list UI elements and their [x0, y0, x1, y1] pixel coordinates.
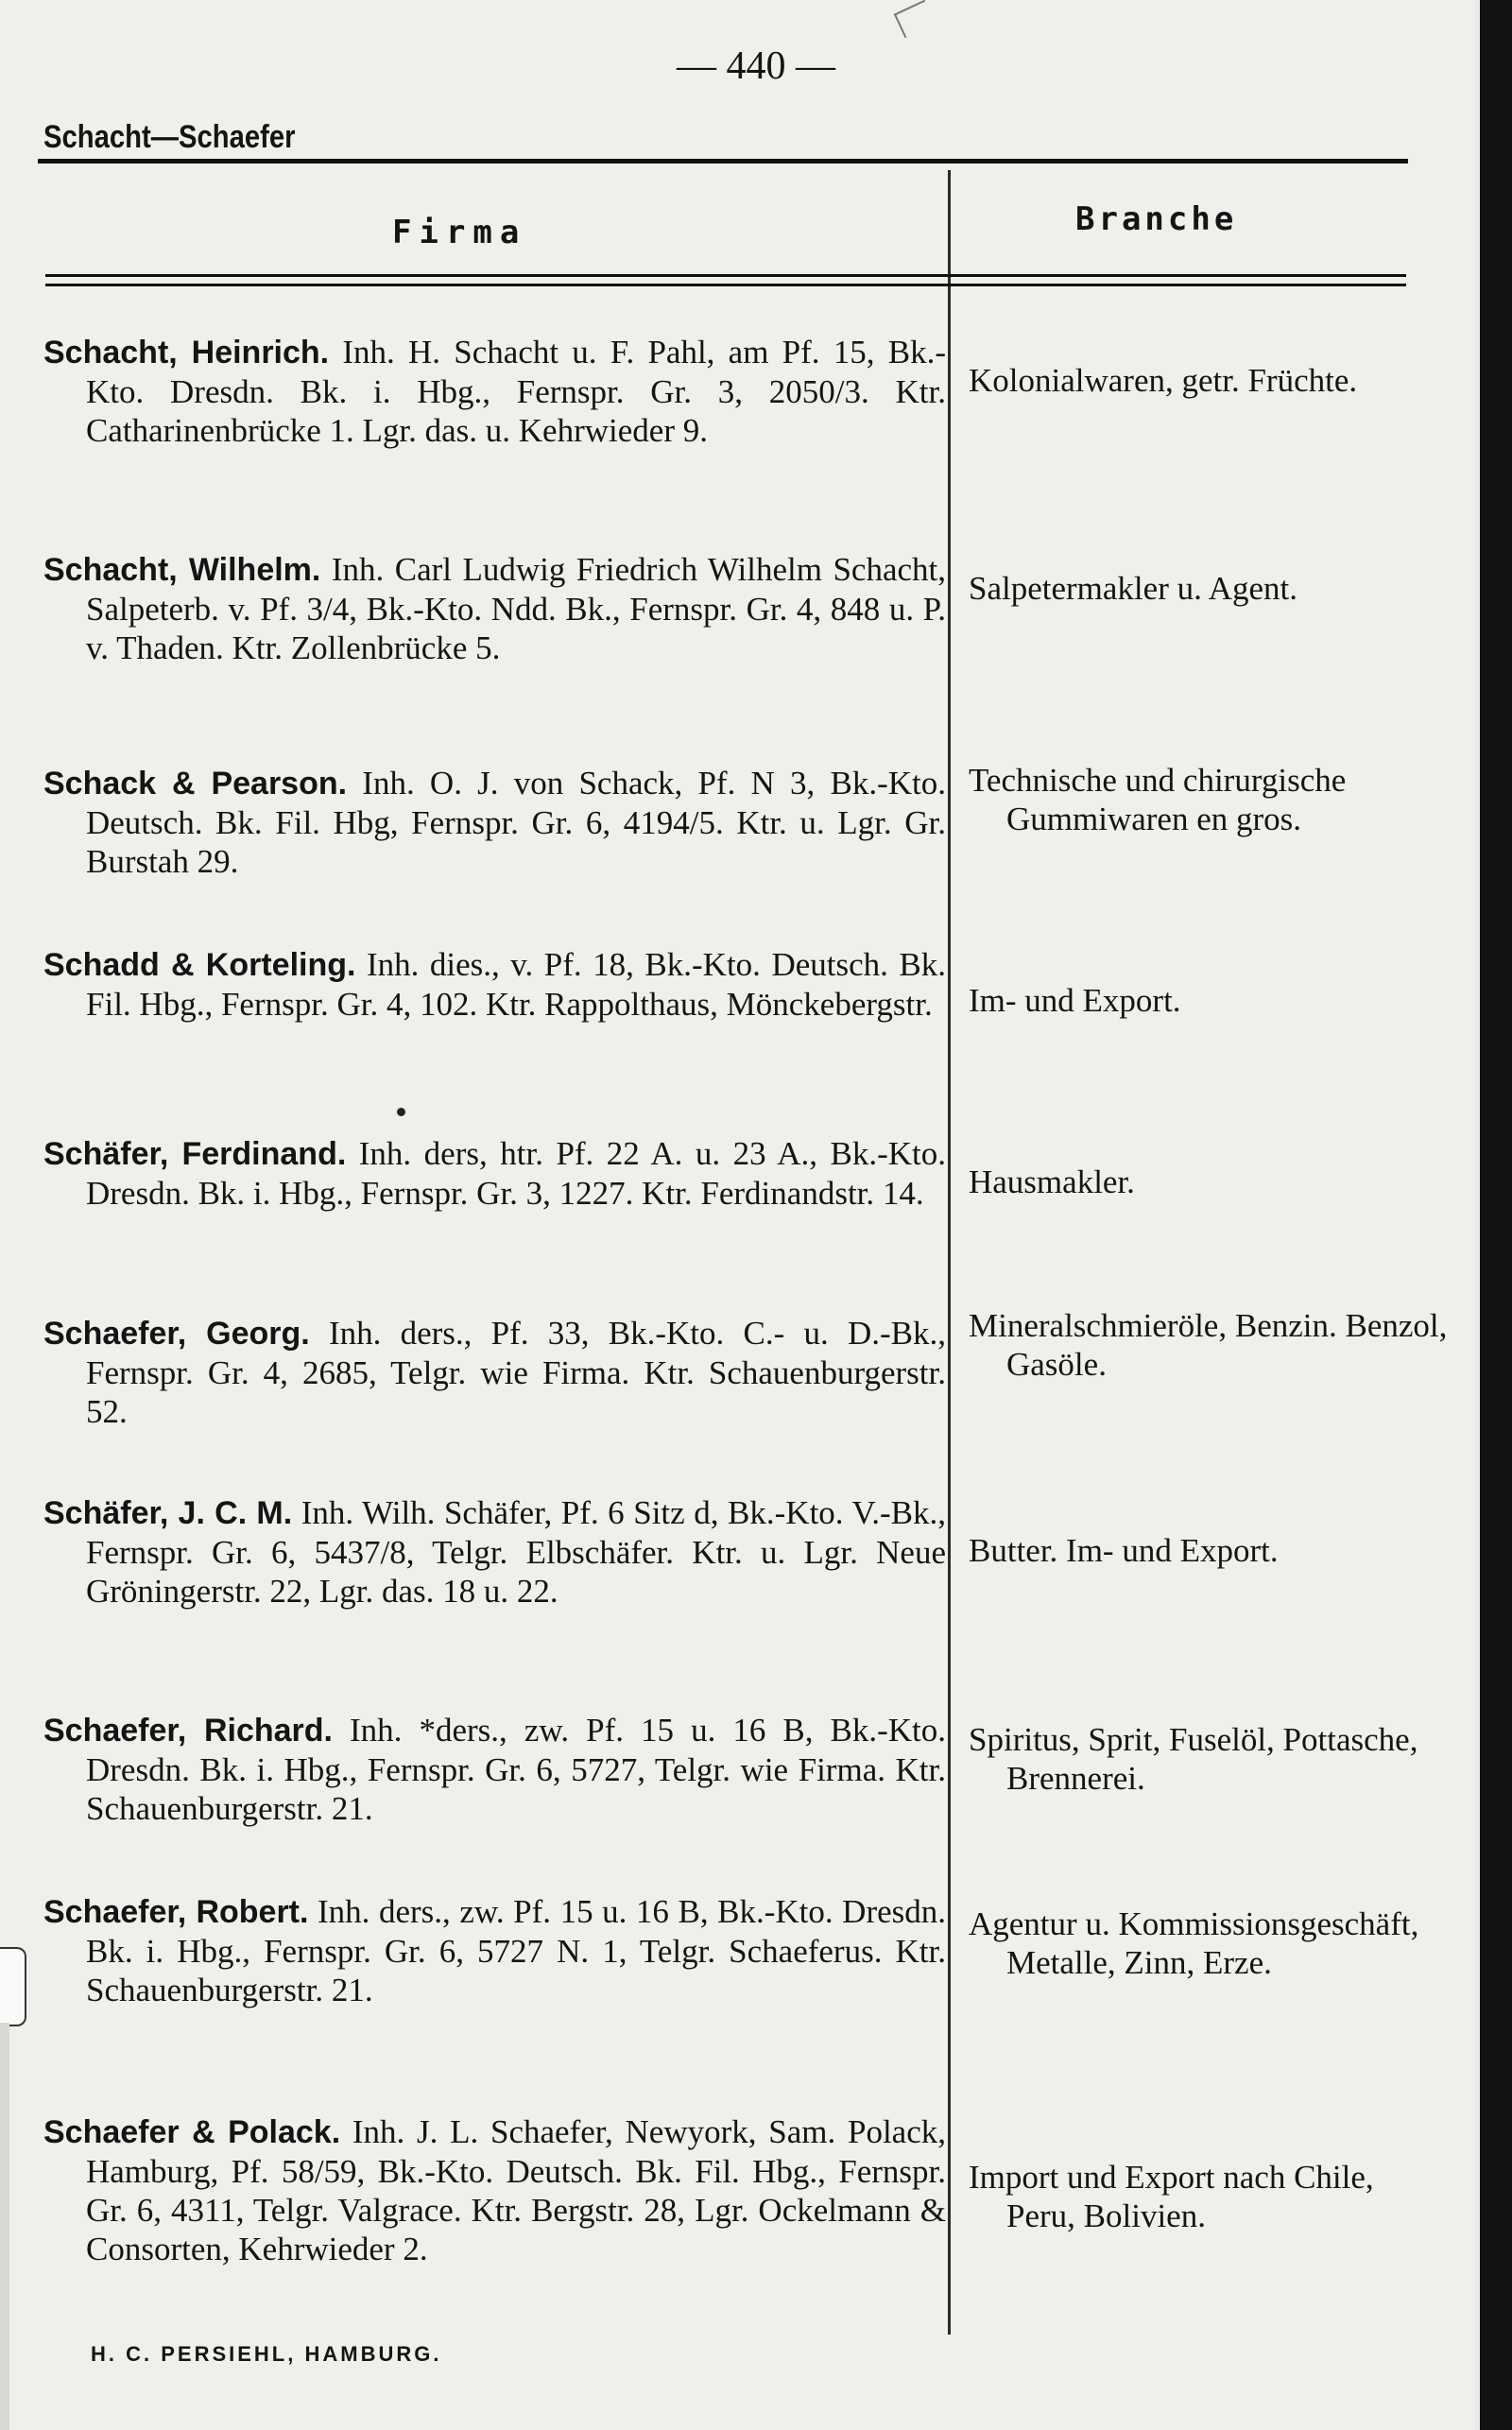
firm-name: Schäfer, Ferdinand.: [43, 1136, 347, 1172]
entry: [43, 2112, 946, 2268]
page-number: — 440 —: [677, 44, 835, 88]
entry: [43, 1493, 946, 1611]
entry: [43, 1134, 946, 1213]
firm-name: Schaefer & Polack.: [43, 2114, 341, 2150]
entry-branche: Hausmakler.: [969, 1163, 1135, 1200]
running-head: Schacht—Schaefer: [43, 119, 296, 155]
entry: [43, 945, 946, 1024]
entry-branche: Mineralschmieröle, Benzin. Benzol, Gasöle.: [969, 1307, 1448, 1383]
firm-details: Inh. dies., v. Pf. 18, Bk.-Kto. Deutsch. Bk. Fil. Hbg., Fernspr. Gr. 4, 102. Ktr. Rappolthaus, Mönckebergstr.: [86, 946, 946, 1023]
entry: [43, 333, 946, 450]
entry-branche: Agentur u. Kommissionsgeschäft, Metalle, Zinn, Erze.: [969, 1905, 1419, 1981]
firm-details: Inh. O. J. von Schack, Pf. N 3, Bk.-Kto. Deutsch. Bk. Fil. Hbg, Fernspr. Gr. 6, 4194/5. Ktr. u. Lgr. Gr. Burstah 29.: [86, 765, 946, 880]
firm-details: Inh. ders., zw. Pf. 15 u. 16 B, Bk.-Kto. Dresdn. Bk. i. Hbg., Fernspr. Gr. 6, 5727 N. 1, Telgr. Schaeferus. Ktr. Schauenburgerstr. 21.: [86, 1893, 947, 2008]
firm-name: Schaefer, Robert.: [43, 1894, 309, 1930]
firm-details: Inh. *ders., zw. Pf. 15 u. 16 B, Bk.-Kto. Dresdn. Bk. i. Hbg., Fernspr. Gr. 6, 5727, Telgr. wie Firma. Ktr. Schauenburgerstr. 21.: [86, 1712, 947, 1827]
firm-details: Inh. ders, htr. Pf. 22 A. u. 23 A., Bk.-Kto. Dresdn. Bk. i. Hbg., Fernspr. Gr. 3, 1227. Ktr. Ferdinandstr. 14.: [86, 1135, 946, 1212]
entry: [43, 550, 946, 667]
firm-name: Schacht, Wilhelm.: [43, 552, 321, 588]
entry-branche: Im- und Export.: [969, 982, 1181, 1019]
firm-name: Schacht, Heinrich.: [43, 335, 330, 371]
entry-branche: Butter. Im- und Export.: [969, 1532, 1279, 1569]
firm-name: Schaefer, Richard.: [43, 1713, 333, 1749]
page-edge-shadow: [1480, 0, 1512, 2430]
firm-details: Inh. Wilh. Schäfer, Pf. 6 Sitz d, Bk.-Kto. V.-Bk., Fernspr. Gr. 6, 5437/8, Telgr. Elbschäfer. Ktr. u. Lgr. Neue Gröningerstr. 22, Lgr. das. 18 u. 22.: [86, 1494, 946, 1610]
column-header-firma: Firma: [392, 214, 527, 251]
entry: [43, 1892, 946, 2009]
firm-details: Inh. J. L. Schaefer, Newyork, Sam. Polack, Hamburg, Pf. 58/59, Bk.-Kto. Deutsch. Bk. Fil. Hbg., Fernspr. Gr. 6, 4311, Telgr. Valgrace. Ktr. Bergstr. 28, Lgr. Ockelmann & Consorten, Kehrwieder 2.: [86, 2113, 946, 2267]
firm-name: Schaefer, Georg.: [43, 1316, 310, 1352]
entry-branche: Technische und chirurgische Gummiwaren en gros.: [969, 762, 1347, 837]
entry: [43, 1314, 946, 1431]
firm-name: Schadd & Korteling.: [43, 947, 356, 983]
firm-details: Inh. H. Schacht u. F. Pahl, am Pf. 15, Bk.-Kto. Dresdn. Bk. i. Hbg., Fernspr. Gr. 3, 2050/3. Ktr. Catharinenbrücke 1. Lgr. das. u. Kehrwieder 9.: [86, 334, 947, 449]
stray-dot: [397, 1108, 405, 1116]
firm-details: Inh. Carl Ludwig Friedrich Wilhelm Schacht, Salpeterb. v. Pf. 3/4, Bk.-Kto. Ndd. Bk., Fernspr. Gr. 4, 848 u. P. v. Thaden. Ktr. Zollenbrücke 5.: [86, 551, 946, 666]
column-header-branche: Branche: [1075, 200, 1238, 238]
firm-name: Schack & Pearson.: [43, 766, 348, 801]
entry: [43, 1711, 946, 1828]
entry-branche: Import und Export nach Chile, Peru, Bolivien.: [969, 2159, 1374, 2234]
printer-imprint: H. C. PERSIEHL, HAMBURG.: [91, 2342, 442, 2366]
entry-branche: Kolonialwaren, getr. Früchte.: [969, 362, 1358, 399]
entry: [43, 764, 946, 881]
firm-details: Inh. ders., Pf. 33, Bk.-Kto. C.- u. D.-Bk., Fernspr. Gr. 4, 2685, Telgr. wie Firma. Ktr. Schauenburgerstr. 52.: [86, 1315, 946, 1430]
firm-name: Schäfer, J. C. M.: [43, 1495, 293, 1531]
entry-branche: Spiritus, Sprit, Fuselöl, Pottasche, Brennerei.: [969, 1721, 1418, 1797]
entry-branche: Salpetermakler u. Agent.: [969, 570, 1297, 607]
